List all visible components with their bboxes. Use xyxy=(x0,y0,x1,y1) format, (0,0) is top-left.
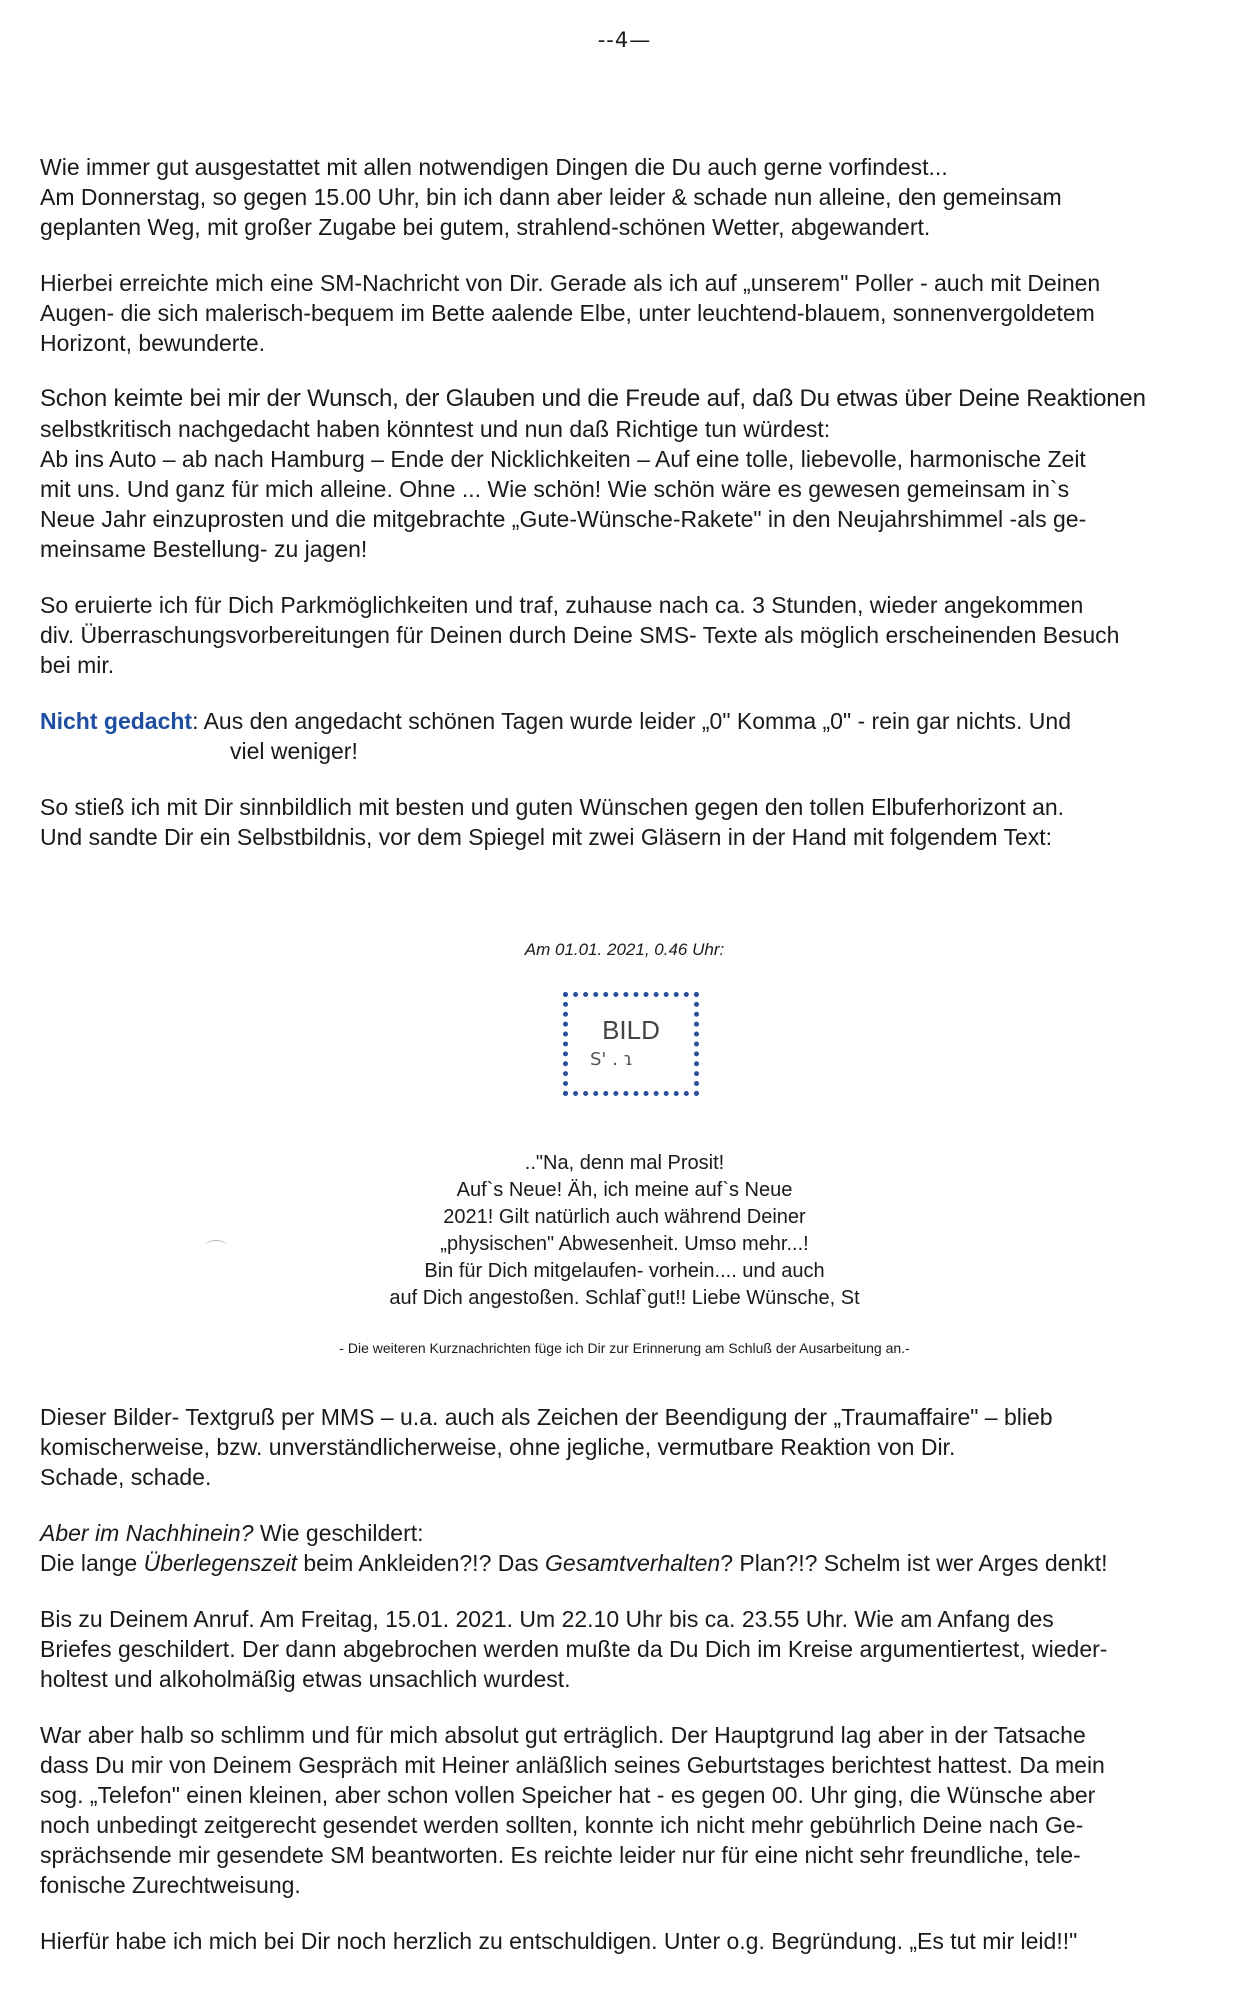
photo-label: BILD xyxy=(602,1015,660,1045)
paragraph-8 xyxy=(40,1518,1220,1578)
text-span: Aber im Nachhinein? xyxy=(40,1520,254,1546)
paragraph-9 xyxy=(40,1604,1220,1694)
text-span: Wie geschildert: xyxy=(253,1520,424,1546)
text-line: Briefes geschildert. Der dann abgebrochen werden mußte da Du Dich im Kreise argumentiertest, wieder- xyxy=(40,1636,1108,1662)
quote-line: auf Dich angestoßen. Schlaf`gut!! Liebe Wünsche, St xyxy=(389,1287,860,1309)
quote-line: Auf`s Neue! Äh, ich meine auf`s Neue xyxy=(456,1179,793,1201)
photo-signature: S' . ɿ xyxy=(590,1049,634,1070)
paragraph-1 xyxy=(40,152,1220,242)
paragraph-4 xyxy=(40,590,1220,680)
text-line: Augen- die sich malerisch-bequem im Bette aalende Elbe, unter leuchtend-blauem, sonnenvergoldetem xyxy=(40,300,1095,326)
text-line: komischerweise, bzw. unverständlicherweise, ohne jegliche, vermutbare Reaktion von Dir. xyxy=(40,1434,956,1460)
text-span: Überlegenszeit xyxy=(143,1550,297,1576)
text-span: Die lange xyxy=(40,1550,144,1576)
text-line: Wie immer gut ausgestattet mit allen notwendigen Dingen die Du auch gerne vorfindest... xyxy=(40,154,948,180)
text-line: div. Überraschungsvorbereitungen für Deinen durch Deine SMS- Texte als möglich erscheinenden Besuch xyxy=(40,622,1120,648)
text-line xyxy=(40,1518,1220,1548)
text-line: sog. „Telefon" einen kleinen, aber schon vollen Speicher hat - es gegen 00. Uhr ging, die Wünsche aber xyxy=(40,1782,1096,1808)
paragraph-11 xyxy=(40,1926,1220,1956)
letter-body-upper xyxy=(40,152,1220,878)
message-quote xyxy=(0,1150,1249,1312)
text-span: Aus den angedacht schönen Tagen wurde leider „0" Komma „0" - rein gar nichts. Und xyxy=(198,708,1071,734)
highlight-label: Nicht gedacht xyxy=(40,708,193,734)
paragraph-6 xyxy=(40,792,1220,852)
paragraph-2 xyxy=(40,268,1220,358)
quote-line: 2021! Gilt natürlich auch während Deiner xyxy=(443,1206,806,1228)
footnote-remark: - Die weiteren Kurznachrichten füge ich Dir zur Erinnerung am Schluß der Ausarbeitung an.- xyxy=(339,1340,910,1356)
text-span: Gesamtverhalten xyxy=(545,1550,721,1576)
text-line: So stieß ich mit Dir sinnbildlich mit besten und guten Wünschen gegen den tollen Elbuferhorizont an. xyxy=(40,794,1065,820)
text-line: So eruierte ich für Dich Parkmöglichkeiten und traf, zuhause nach ca. 3 Stunden, wieder angekommen xyxy=(40,592,1084,618)
label-colon: : xyxy=(192,708,199,734)
text-line: viel weniger! xyxy=(230,738,358,764)
text-line: fonische Zurechtweisung. xyxy=(40,1872,301,1898)
text-line xyxy=(40,706,1220,736)
text-line: Schade, schade. xyxy=(40,1464,212,1490)
text-line: Bis zu Deinem Anruf. Am Freitag, 15.01. 2021. Um 22.10 Uhr bis ca. 23.55 Uhr. Wie am Anfang des xyxy=(40,1606,1054,1632)
quote-line: „physischen" Abwesenheit. Umso mehr...! xyxy=(440,1233,809,1255)
text-line: mit uns. Und ganz für mich alleine. Ohne ... Wie schön! Wie schön wäre es gewesen gemeinsam in`s xyxy=(40,476,1070,502)
text-line: meinsame Bestellung- zu jagen! xyxy=(40,536,368,562)
text-line: Und sandte Dir ein Selbstbildnis, vor dem Spiegel mit zwei Gläsern in der Hand mit folgendem Text: xyxy=(40,824,1053,850)
quote-line: Bin für Dich mitgelaufen- vorhein.... und auch xyxy=(424,1260,825,1282)
text-line: holtest und alkoholmäßig etwas unsachlich wurdest. xyxy=(40,1666,571,1692)
text-line: Hierbei erreichte mich eine SM-Nachricht von Dir. Gerade als ich auf „unserem" Poller - auch mit Deinen xyxy=(40,270,1101,296)
text-line: Schon keimte bei mir der Wunsch, der Glauben und die Freude auf, daß Du etwas über Deine Reaktionen xyxy=(40,385,1146,412)
quote-line: .."Na, denn mal Prosit! xyxy=(524,1152,725,1174)
paragraph-5 xyxy=(40,706,1220,766)
text-line: War aber halb so schlimm und für mich absolut gut erträglich. Der Hauptgrund lag aber in der Tatsache xyxy=(40,1722,1086,1748)
text-line: Neue Jahr einzuprosten und die mitgebrachte „Gute-Wünsche-Rakete" in den Neujahrshimmel -als ge- xyxy=(40,506,1087,532)
text-line: bei mir. xyxy=(40,652,115,678)
text-line: Hierfür habe ich mich bei Dir noch herzlich zu entschuldigen. Unter o.g. Begründung. „Es tut mir leid!!" xyxy=(40,1928,1078,1954)
paragraph-3 xyxy=(40,384,1220,564)
text-line: selbstkritisch nachgedacht haben könntest und nun daß Richtige tun würdest: xyxy=(40,416,831,442)
text-line: Ab ins Auto – ab nach Hamburg – Ende der Nicklichkeiten – Auf eine tolle, liebevolle, harmonische Zeit xyxy=(40,446,1086,472)
photo-caption-date: Am 01.01. 2021, 0.46 Uhr: xyxy=(524,940,725,959)
scan-mark xyxy=(205,1240,227,1251)
text-line: geplanten Weg, mit großer Zugabe bei gutem, strahlend-schönen Wetter, abgewandert. xyxy=(40,214,931,240)
text-line: Dieser Bilder- Textgruß per MMS – u.a. auch als Zeichen der Beendigung der „Traumaffaire" – blieb xyxy=(40,1404,1053,1430)
paragraph-10 xyxy=(40,1720,1220,1900)
paragraph-7 xyxy=(40,1402,1220,1492)
text-line: noch unbedingt zeitgerecht gesendet werden sollten, konnte ich nicht mehr gebührlich Deine nach Ge- xyxy=(40,1812,1084,1838)
text-line: Horizont, bewunderte. xyxy=(40,330,266,356)
text-span: ? Plan?!? Schelm ist wer Arges denkt! xyxy=(720,1550,1108,1576)
text-line: dass Du mir von Deinem Gespräch mit Heiner anläßlich seines Geburtstages berichtest hattest. Da mein xyxy=(40,1752,1105,1778)
text-line xyxy=(40,1548,1220,1578)
photo-placeholder xyxy=(563,992,699,1096)
letter-body-lower xyxy=(40,1402,1220,1982)
text-span: beim Ankleiden?!? Das xyxy=(297,1550,546,1576)
text-line: Am Donnerstag, so gegen 15.00 Uhr, bin ich dann aber leider & schade nun alleine, den gemeinsam xyxy=(40,184,1062,210)
page-number: --4— xyxy=(597,28,652,52)
text-line: sprächsende mir gesendete SM beantworten. Es reichte leider nur für eine nicht sehr freundliche, tele- xyxy=(40,1842,1081,1868)
